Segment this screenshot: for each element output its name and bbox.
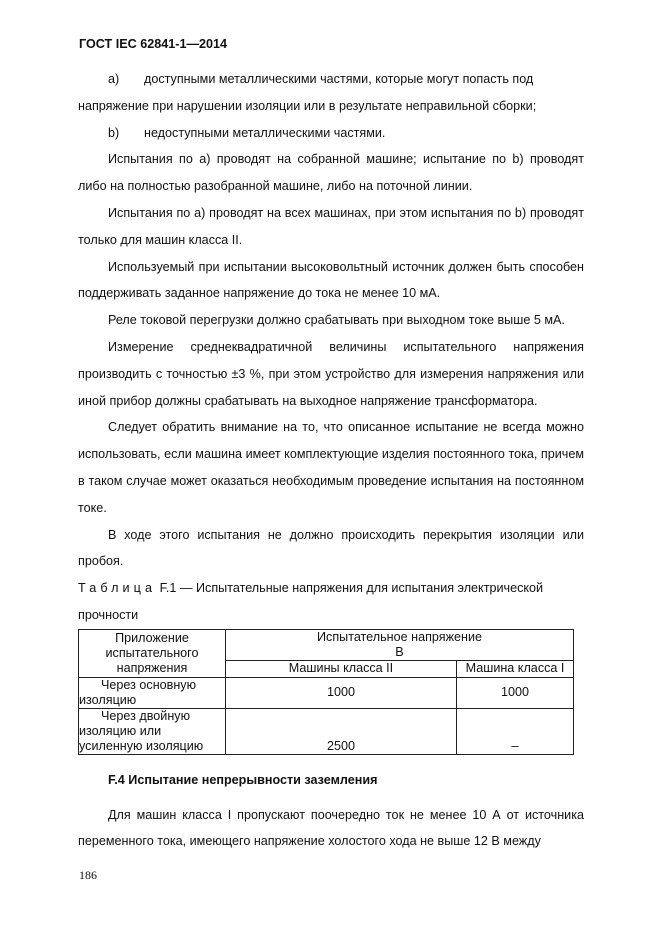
table-caption-continuation: прочности <box>78 607 139 622</box>
page-number: 186 <box>79 868 97 882</box>
table-row <box>79 708 574 754</box>
list-text: доступными металлическими частями, которые могут попасть под <box>144 72 534 86</box>
table-row <box>79 677 574 708</box>
paragraph: Для машин класса I пропускают поочередно ток не менее 10 А от источника переменного тока, имеющего напряжение холостого хода не выше 12 В между <box>78 807 584 849</box>
table-cell-line: изоляцию или <box>79 723 162 738</box>
paragraph: Следует обратить внимание на то, что описанное испытание не всегда можно использовать, если машина имеет комплектующие изделия постоянного тока, причем в таком случае может оказаться необходимым проведение испытания на постоянном токе. <box>78 420 584 515</box>
table-header-cell: Машины класса II <box>226 660 457 677</box>
table-caption-label: Таблица <box>78 581 157 596</box>
paragraph: Реле токовой перегрузки должно срабатывать при выходном токе выше 5 мА. <box>108 313 565 328</box>
table-header-unit: В <box>395 644 404 659</box>
table-caption-text: — Испытательные напряжения для испытания электрической <box>179 581 544 596</box>
paragraph: Используемый при испытании высоковольтный источник должен быть способен поддерживать заданное напряжение до тока не менее 10 мА. <box>78 259 584 301</box>
paragraph: Испытания по a) проводят на собранной машине; испытание по b) проводят либо на полностью разобранной машине, либо на поточной линии. <box>78 152 584 194</box>
table-cell-line: Через основную <box>101 677 197 692</box>
document-body <box>78 66 584 855</box>
table-caption <box>78 575 584 602</box>
table-cell <box>79 708 226 754</box>
list-item-a-continuation: напряжение при нарушении изоляции или в результате неправильной сборки; <box>78 98 537 113</box>
list-marker: b) <box>108 125 120 140</box>
table-cell-line: Через двойную <box>101 708 191 723</box>
list-item-b <box>78 120 584 147</box>
table-cell: 1000 <box>226 677 457 708</box>
list-marker: a) <box>108 72 120 86</box>
table-cell-line: усиленную изоляцию <box>79 738 204 753</box>
table-header-cell: Приложение испытательного напряжения <box>79 629 226 677</box>
table-cell: – <box>457 708 574 754</box>
table-caption-number: F.1 <box>159 581 177 596</box>
page-header: ГОСТ IEC 62841-1—2014 <box>79 37 228 51</box>
section-title: F.4 Испытание непрерывности заземления <box>108 772 378 787</box>
table-header-voltage: Испытательное напряжение <box>316 629 483 644</box>
table-cell: 1000 <box>457 677 574 708</box>
paragraph: Испытания по a) проводят на всех машинах, при этом испытания по b) проводят только для машин класса II. <box>78 205 584 247</box>
table-cell: 2500 <box>226 708 457 754</box>
table-header-cell: Машина класса I <box>457 660 574 677</box>
list-item-a <box>78 66 584 93</box>
test-voltage-table <box>78 629 574 755</box>
list-text: недоступными металлическими частями. <box>144 125 386 140</box>
paragraph: Измерение среднеквадратичной величины испытательного напряжения производить с точностью ±3 %, при этом устройство для измерения напряжения или иной прибор должны срабатывать на выходное напряжение трансформатора. <box>78 339 584 408</box>
table-cell <box>79 677 226 708</box>
table-cell-line: изоляцию <box>79 692 137 707</box>
paragraph: В ходе этого испытания не должно происходить перекрытия изоляции или пробоя. <box>78 527 584 569</box>
table-header-cell <box>226 629 574 660</box>
